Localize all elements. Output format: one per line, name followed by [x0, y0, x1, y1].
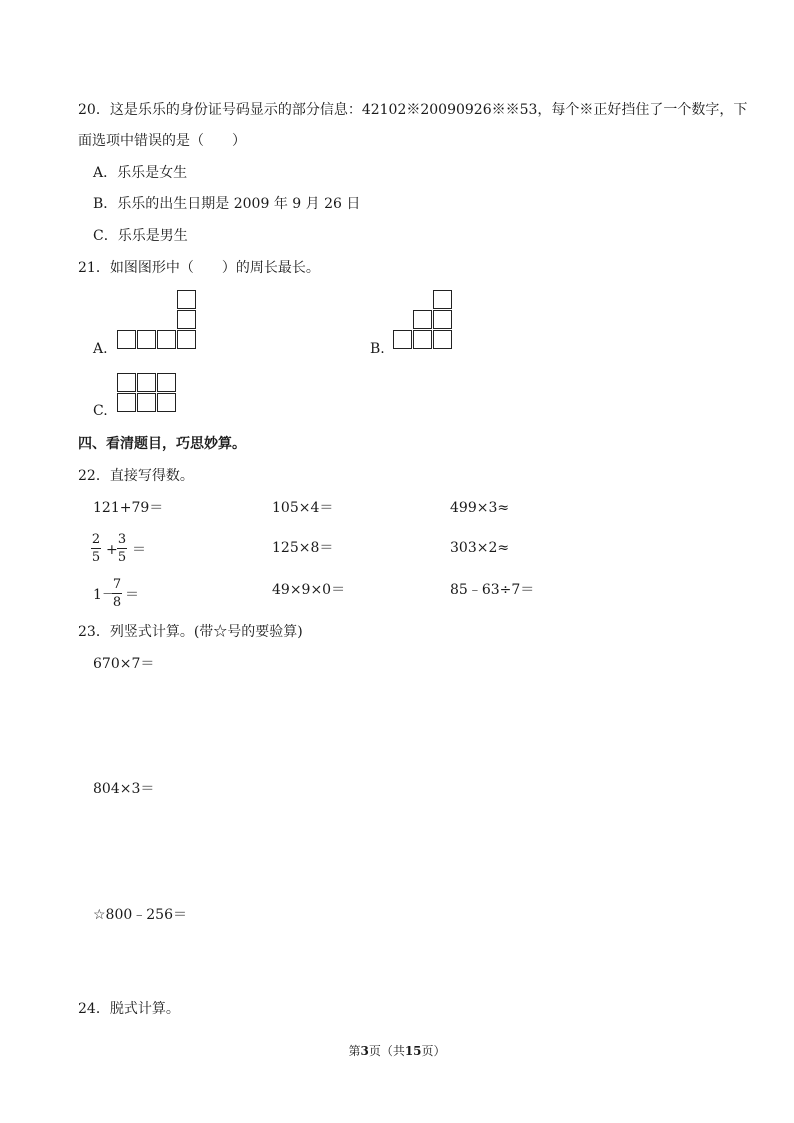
fraction-bar	[91, 548, 101, 549]
q23-item: 804×3＝	[93, 781, 155, 797]
numerator: 2	[91, 532, 101, 547]
q22-item: 49×9×0＝	[272, 582, 346, 598]
plus-sign: +	[106, 542, 118, 558]
q20-line2: 面选项中错误的是（ ）	[78, 133, 246, 149]
figure-b-cell	[433, 310, 452, 329]
figure-a-cell	[117, 330, 136, 349]
figure-a-cell	[157, 330, 176, 349]
figure-c-cell	[117, 393, 136, 412]
footer-text: 页）	[421, 1044, 446, 1058]
figure-c-cell	[157, 393, 176, 412]
page-number: 3	[360, 1044, 369, 1058]
figure-c-cell	[117, 373, 136, 392]
equals-sign: ＝	[132, 542, 146, 558]
fraction-bar	[117, 548, 127, 549]
fraction	[91, 532, 101, 565]
fraction-bar	[112, 593, 122, 594]
q21-stem: 21．如图图形中（ ）的周长最长。	[78, 260, 320, 276]
figure-b-cell	[433, 330, 452, 349]
fraction	[112, 577, 122, 610]
q23-item: 670×7＝	[93, 656, 155, 672]
q22-item: 85﹣63÷7＝	[450, 582, 535, 598]
q22-item: 125×8＝	[272, 540, 334, 556]
q23-item: ☆800﹣256＝	[93, 907, 187, 923]
figure-b-cell	[413, 330, 432, 349]
denominator: 5	[117, 550, 127, 565]
footer-text: 第	[348, 1044, 361, 1058]
figure-b-cell	[393, 330, 412, 349]
q22-item: 105×4＝	[272, 500, 334, 516]
q20-option-c: C．乐乐是男生	[93, 228, 188, 244]
figure-c-cell	[157, 373, 176, 392]
q22-item: 499×3≈	[450, 500, 510, 516]
figure-a-cell	[137, 330, 156, 349]
figure-b-cell	[433, 290, 452, 309]
figure-a-cell	[177, 330, 196, 349]
q23-stem: 23．列竖式计算。(带☆号的要验算)	[78, 624, 303, 640]
figure-b-cell	[413, 310, 432, 329]
figure-c-cell	[137, 393, 156, 412]
q21-label-c: C.	[93, 403, 108, 419]
numerator: 7	[112, 577, 122, 592]
section-heading: 四、看清题目，巧思妙算。	[78, 436, 246, 452]
figure-a-cell	[177, 310, 196, 329]
footer-text: 页（共	[368, 1044, 405, 1058]
q22-item: 121+79＝	[93, 500, 164, 516]
q20-line1: 20．这是乐乐的身份证号码显示的部分信息：42102※20090926※※53，每个※正好挡住了一个数字，下	[78, 102, 748, 118]
page-footer	[0, 1042, 794, 1059]
q20-option-a: A．乐乐是女生	[93, 165, 188, 181]
denominator: 8	[112, 595, 122, 610]
fraction	[117, 532, 127, 565]
denominator: 5	[91, 550, 101, 565]
q20-option-b: B．乐乐的出生日期是 2009 年 9 月 26 日	[93, 196, 361, 212]
figure-c-cell	[137, 373, 156, 392]
q21-label-a: A.	[93, 341, 108, 357]
total-pages: 15	[404, 1044, 422, 1058]
q24-stem: 24．脱式计算。	[78, 1001, 180, 1017]
equals-sign: ＝	[125, 587, 139, 603]
figure-a-cell	[177, 290, 196, 309]
q22-item: 303×2≈	[450, 540, 510, 556]
q22-stem: 22．直接写得数。	[78, 468, 194, 484]
one-minus: 1－	[93, 587, 116, 603]
numerator: 3	[117, 532, 127, 547]
q21-label-b: B.	[370, 341, 385, 357]
